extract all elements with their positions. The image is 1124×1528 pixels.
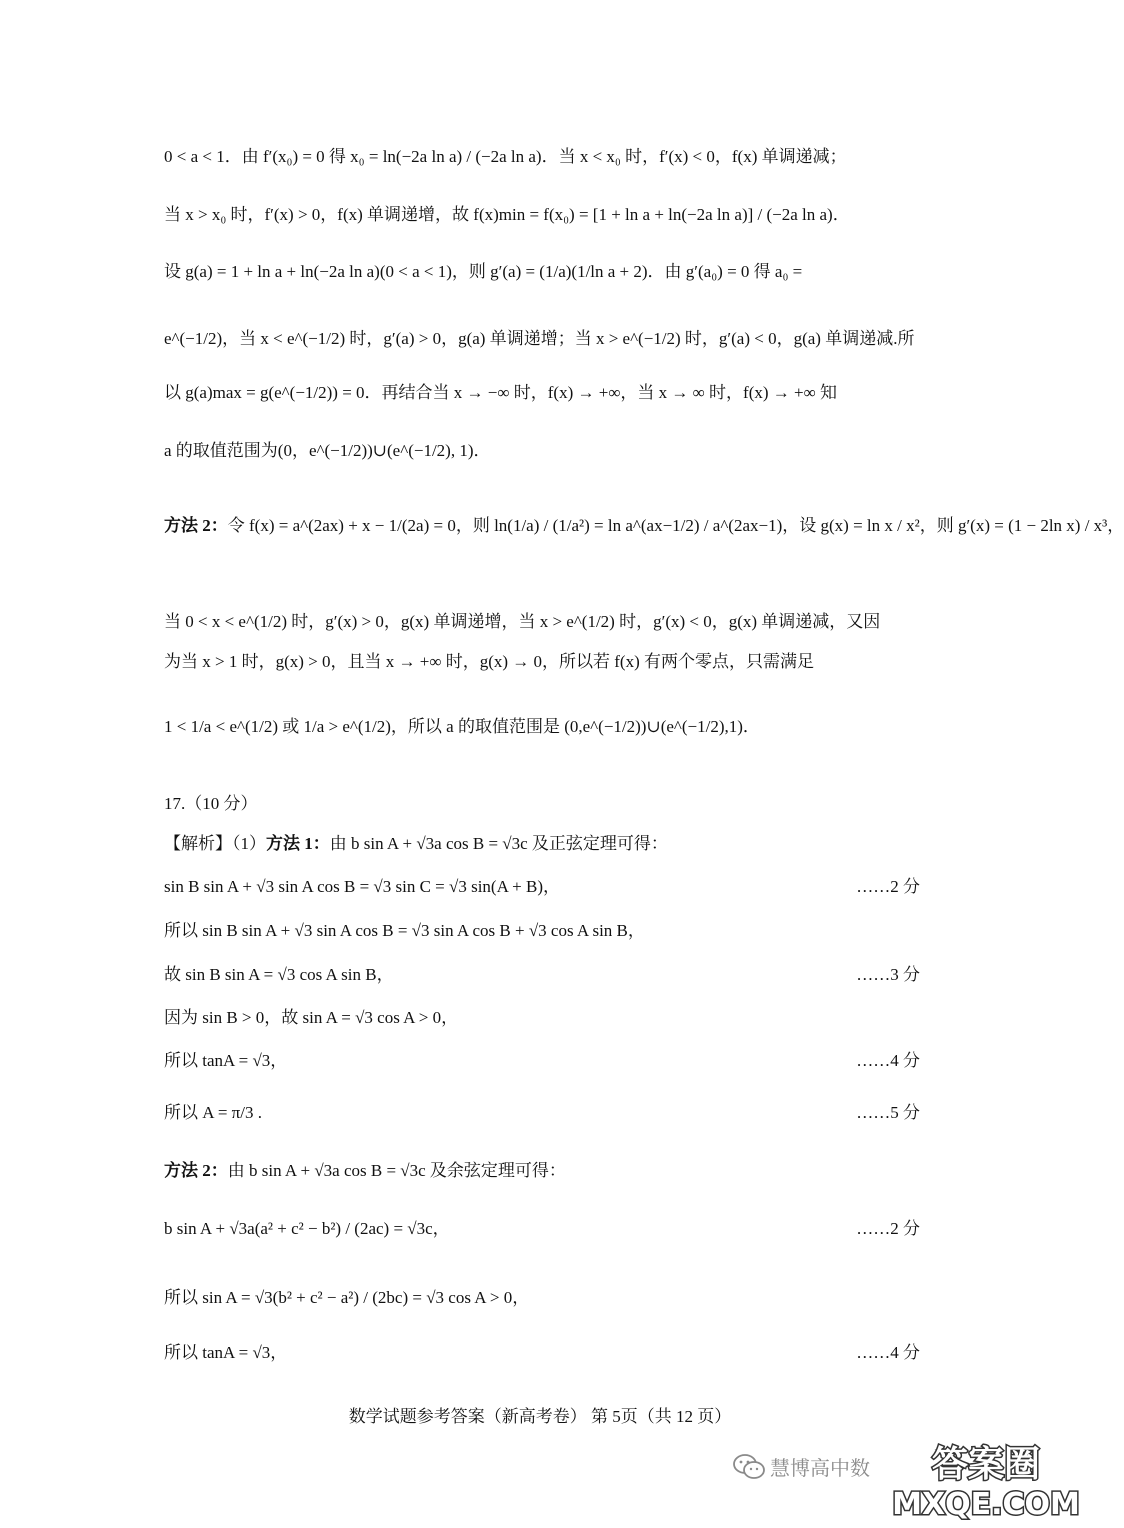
method-2-line: 方法 2：令 f(x) = a^(2ax) + x − 1/(2a) = 0，则 ln(1/a) / (1/a²) = ln a^(ax−1/2) / a^(2ax−1)，设 g(x) = ln x / x²，则 g′(x) = (1 − 2ln x) / x³， (164, 516, 1124, 535)
step-line: b sin A + √3a(a² + c² − b²) / (2ac) = √3c， ……2 分 (164, 1216, 920, 1242)
method-label: 方法 1： (266, 834, 330, 853)
solution-line-2: 当 x > x₀ 时，f′(x) > 0，f(x) 单调递增，故 f(x)min = f(x₀) = [1 + ln a + ln(−2a ln a)] / (−2a ln a)． (164, 205, 850, 224)
wechat-icon (732, 1453, 766, 1481)
score-mark: ……4 分 (856, 1051, 920, 1070)
analysis-prefix: 【解析】（1） (164, 834, 266, 853)
solution-line-1: 0 < a < 1．由 f′(x₀) = 0 得 x₀ = ln(−2a ln a) / (−2a ln a)．当 x < x₀ 时，f′(x) < 0，f(x) 单调递减； (164, 147, 847, 166)
score-mark: ……3 分 (856, 965, 920, 984)
step-line: 因为 sin B > 0，故 sin A = √3 cos A > 0， (164, 1008, 459, 1027)
score-mark: ……2 分 (856, 877, 920, 896)
method-label: 方法 2： (164, 1161, 228, 1180)
question-heading: 17.（10 分） (164, 794, 258, 813)
score-mark: ……2 分 (856, 1219, 920, 1238)
solution-line-9: 为当 x > 1 时，g(x) > 0，且当 x → +∞ 时，g(x) → 0，所以若 f(x) 有两个零点，只需满足 (164, 652, 815, 671)
step-line: 故 sin B sin A = √3 cos A sin B， ……3 分 (164, 962, 920, 988)
step-line: 所以 sin B sin A + √3 sin A cos B = √3 sin A cos B + √3 cos A sin B， (164, 921, 645, 940)
method-label: 方法 2： (164, 516, 228, 535)
solution-line-3: 设 g(a) = 1 + ln a + ln(−2a ln a)(0 < a < 1)，则 g′(a) = (1/a)(1/ln a + 2)．由 g′(a₀) = 0 得 a₀ = (164, 262, 803, 281)
method-2-line: 方法 2：由 b sin A + √3a cos B = √3c 及余弦定理可得： (164, 1161, 566, 1180)
solution-line-5: 以 g(a)max = g(e^(−1/2)) = 0．再结合当 x → −∞ 时，f(x) → +∞，当 x → ∞ 时，f(x) → +∞ 知 (164, 383, 837, 402)
score-mark: ……5 分 (856, 1103, 920, 1122)
solution-line-6: a 的取值范围为(0，e^(−1/2))∪(e^(−1/2), 1)． (164, 441, 491, 460)
page-footer: 数学试题参考答案（新高考卷） 第 5页（共 12 页） (348, 1407, 732, 1426)
step-line: sin B sin A + √3 sin A cos B = √3 sin C = √3 sin(A + B)， ……2 分 (164, 874, 920, 900)
solution-line-8: 当 0 < x < e^(1/2) 时，g′(x) > 0，g(x) 单调递增，当 x > e^(1/2) 时，g′(x) < 0，g(x) 单调递减，又因 (164, 612, 881, 631)
solution-line-4: e^(−1/2)，当 x < e^(−1/2) 时，g′(a) > 0，g(a) 单调递增；当 x > e^(−1/2) 时，g′(a) < 0，g(a) 单调递减.所 (164, 329, 915, 348)
watermark-logo-top: 答案圈 (931, 1444, 1041, 1485)
step-line: 所以 tanA = √3， ……4 分 (164, 1340, 920, 1366)
score-mark: ……4 分 (856, 1343, 920, 1362)
watermark-text: 慧博高中数 (770, 1456, 870, 1480)
analysis-line: 【解析】（1）方法 1：由 b sin A + √3a cos B = √3c 及正弦定理可得： (164, 834, 668, 853)
solution-line-10: 1 < 1/a < e^(1/2) 或 1/a > e^(1/2)，所以 a 的取值范围是 (0,e^(−1/2))∪(e^(−1/2),1)． (164, 717, 760, 736)
step-line: 所以 sin A = √3(b² + c² − a²) / (2bc) = √3 cos A > 0， (164, 1288, 530, 1307)
watermark-logo (892, 1440, 1080, 1522)
step-line: 所以 tanA = √3， ……4 分 (164, 1048, 920, 1074)
watermark-logo-bottom: MXQE.COM (892, 1487, 1080, 1522)
step-line: 所以 A = π/3 . ……5 分 (164, 1100, 920, 1126)
